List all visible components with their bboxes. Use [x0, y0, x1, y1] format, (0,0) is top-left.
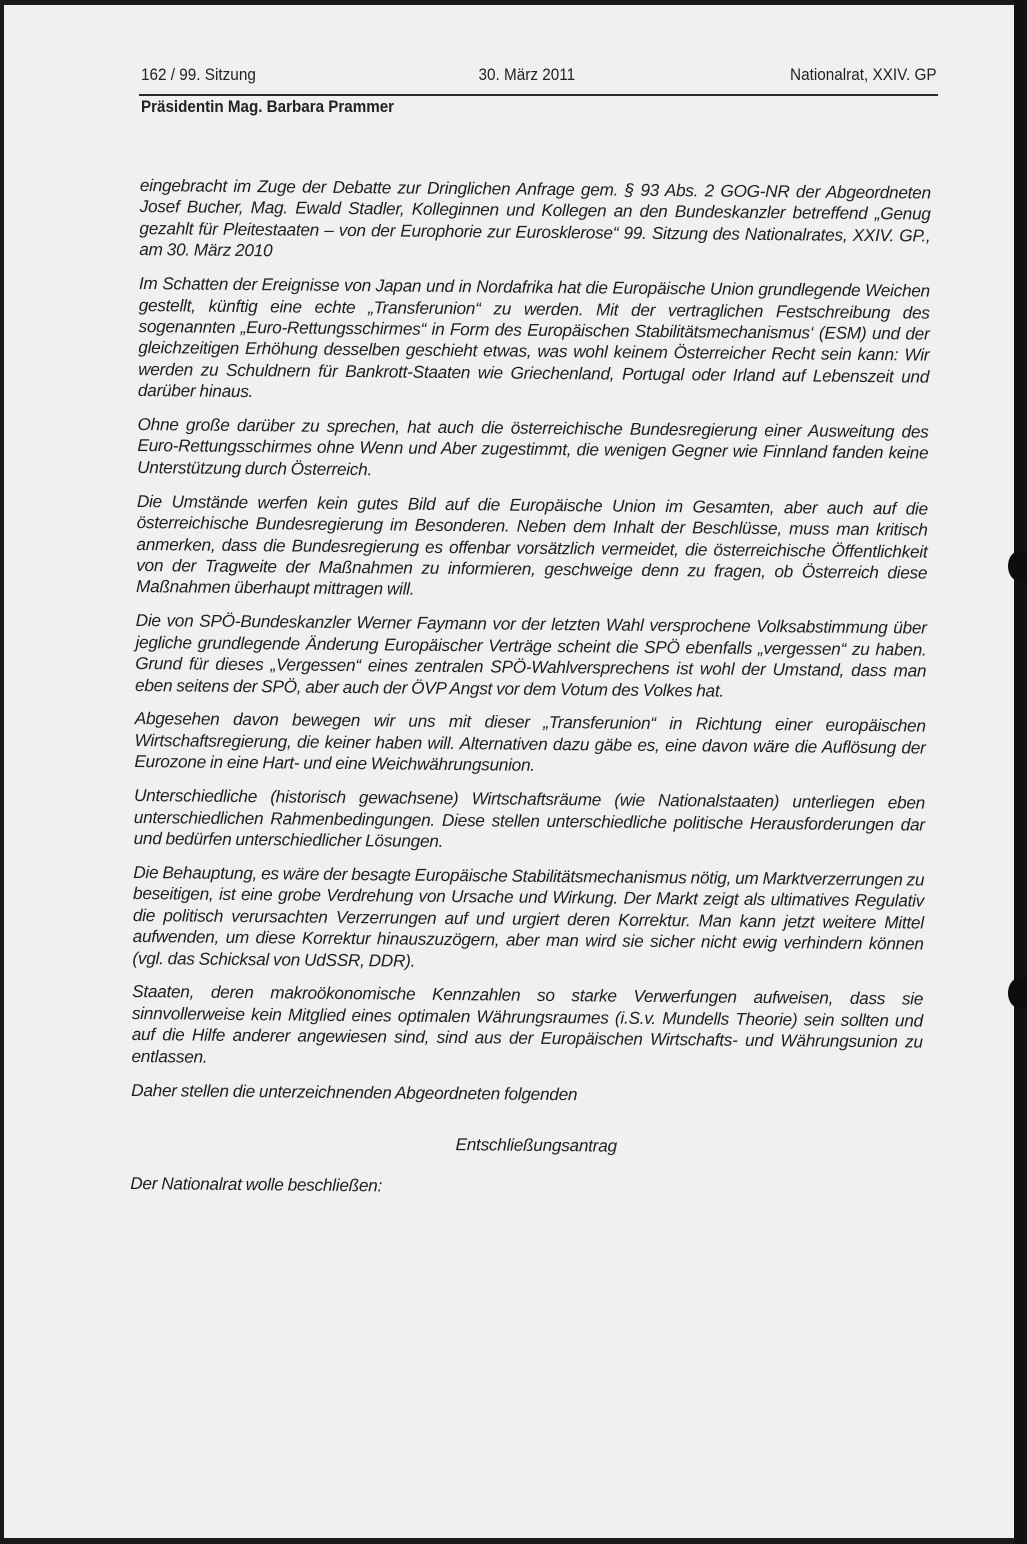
punch-hole-mark	[1008, 978, 1027, 1008]
paragraph: Staaten, deren makroökonomische Kennzahlen so starke Verwerfungen aufweisen, dass sie sinnvollerweise kein Mitglied eines optimalen Währungsraumes (i.S.v. Mundells Theorie) sein sollten und auf die Hilfe anderer angewiesen sind, sind aus der Europäischen Wirtschafts- und Währungsunion zu entlassen.	[131, 981, 924, 1067]
punch-hole-mark	[1008, 551, 1027, 581]
session-date: 30. März 2011	[478, 65, 576, 84]
paragraph-intro: eingebracht im Zuge der Debatte zur Dringlichen Anfrage gem. § 93 Abs. 2 GOG-NR der Abgeordneten Josef Bucher, Mag. Ewald Stadler, Kolleginnen und Kollegen an den Bundeskanzler betreffend „Genug gezahlt für Pleitestaaten – von der Europhorie zur Eurosklerose“ 99. Sitzung des Nationalrates, XXIV. GP., am 30. März 2010	[139, 175, 931, 261]
session-number: 162 / 99. Sitzung	[141, 65, 256, 84]
scan-edge	[1014, 0, 1027, 1544]
paragraph-motion-lead: Daher stellen die unterzeichnenden Abgeordneten folgenden	[131, 1079, 578, 1104]
header-divider	[139, 94, 938, 96]
paragraph: Die von SPÖ-Bundeskanzler Werner Faymann vor der letzten Wahl versprochene Volksabstimmung über jegliche grundlegende Änderung Europäischer Verträge scheint die SPÖ ebenfalls „vergessen“ zu haben. Grund für dieses „Vergessen“ eines zentralen SPÖ-Wahlversprechens ist wohl der Umstand, dass man eben seitens der SPÖ, aber auch der ÖVP Angst vor dem Votum des Volkes hat.	[135, 610, 927, 701]
paragraph: Die Umstände werfen kein gutes Bild auf die Europäische Union im Gesamten, aber auch auf die österreichische Bundesregierung im Besonderen. Neben dem Inhalt der Beschlüsse, muss man kritisch anmerken, dass die Bundesregierung es offenbar vorsätzlich vermeidet, die österreichische Öffentlichkeit von der Tragweite der Maßnahmen zu informieren, geschweige denn zu fragen, ob Österreich diese Maßnahmen überhaupt mittragen will.	[135, 490, 928, 600]
resolution-intro: Der Nationalrat wolle beschließen:	[130, 1173, 383, 1196]
document-body	[130, 175, 931, 1215]
presiding-officer: Präsidentin Mag. Barbara Prammer	[141, 98, 395, 116]
page-header	[141, 65, 937, 91]
parliament-period: Nationalrat, XXIV. GP	[790, 65, 937, 84]
document-page	[4, 5, 1014, 1538]
paragraph: Ohne große darüber zu sprechen, hat auch die österreichische Bundesregierung einer Ausweitung des Euro-Rettungsschirmes ohne Wenn und Aber zugestimmt, die wenigen Gegner wie Finnland fanden keine Unterstützung durch Österreich.	[137, 414, 929, 480]
motion-heading: Entschließungsantrag	[455, 1134, 617, 1156]
paragraph: Unterschiedliche (historisch gewachsene) Wirtschaftsräume (wie Nationalstaaten) unterliegen eben unterschiedlichen Rahmenbedingungen. Diese stellen unterschiedliche politische Herausforderungen dar und bedürfen unterschiedlicher Lösungen.	[133, 785, 926, 851]
paragraph: Im Schatten der Ereignisse von Japan und in Nordafrika hat die Europäische Union grundlegende Weichen gestellt, künftig eine echte „Transferunion“ zu werden. Mit der vertraglichen Festschreibung des sogenannten „Euro-Rettungsschirmes“ in Form des Europäischen Stabilitätsmechanismus‘ (ESM) und der gleichzeitigen Erhöhung desselben geschieht etwas, was wohl keinem Österreicher Recht sein kann: Wir werden zu Schuldnern für Bankrott-Staaten wie Griechenland, Portugal oder Irland auf Lebenszeit und darüber hinaus.	[137, 273, 931, 402]
paragraph: Abgesehen davon bewegen wir uns mit dieser „Transferunion“ in Richtung einer europäischen Wirtschaftsregierung, die keiner haben will. Alternativen dazu gäbe es, eine davon wäre die Auflösung der Eurozone in eine Hart- und eine Weichwährungsunion.	[134, 708, 926, 776]
paragraph: Die Behauptung, es wäre der besagte Europäische Stabilitätsmechanismus nötig, um Marktverzerrungen zu beseitigen, ist eine grobe Verdrehung von Ursache und Wirkung. Der Markt zeigt als ultimatives Regulativ die politisch verursachten Verzerrungen auf und urgiert deren Korrektur. Man kann jetzt weitere Mittel aufwenden, um diese Korrektur hinauszuzögern, aber man wird sie sicher nicht ewig verhindern können (vgl. das Schicksal von UdSSR, DDR).	[132, 861, 925, 971]
